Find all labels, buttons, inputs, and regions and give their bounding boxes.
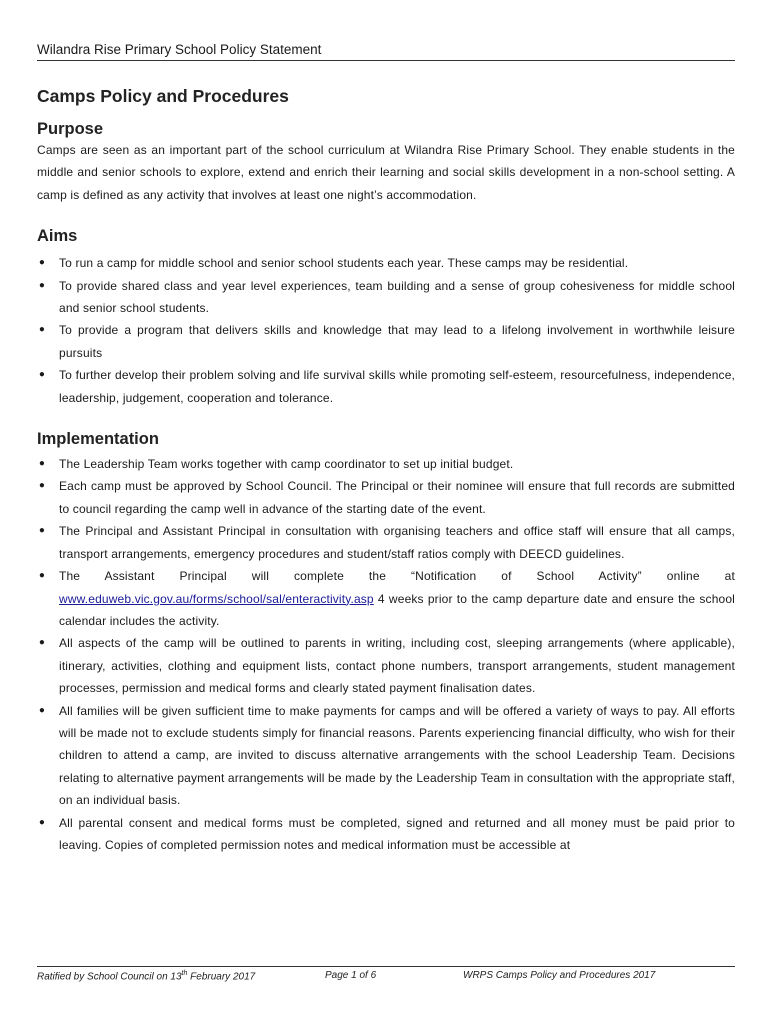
bullet-icon: ●	[38, 525, 46, 537]
document-body	[37, 86, 735, 856]
bullet-icon: ●	[38, 257, 46, 269]
bullet-icon: ●	[38, 458, 46, 470]
list-item: ● To run a camp for middle school and senior school students each year. These camps may be residential.	[37, 252, 735, 274]
list-item: ● To further develop their problem solving and life survival skills while promoting self-esteem, resourcefulness, independence, leadership, judgement, cooperation and tolerance.	[37, 364, 735, 409]
purpose-text: Camps are seen as an important part of the school curriculum at Wilandra Rise Primary School. They enable students in the middle and senior schools to explore, extend and enrich their learning and social skills development in a non-school setting. A camp is defined as any activity that involves at least one night’s accommodation.	[37, 143, 735, 202]
list-item: ● All families will be given sufficient time to make payments for camps and will be offered a variety of ways to pay. All efforts will be made not to exclude students simply for financial reasons. Parents experiencing financial difficulty, who wish for their children to attend a camp, are invited to discuss alternative arrangements with the school Leadership Team. Decisions relating to alternative payment arrangements will be made by the Leadership Team in consultation with the appropriate staff, on an individual basis.	[37, 700, 735, 812]
list-item: ● All aspects of the camp will be outlined to parents in writing, including cost, sleeping arrangements (where applicable), itinerary, activities, clothing and equipment lists, contact phone numbers, transport arrangements, student management processes, permission and medical forms and clearly stated payment finalisation dates.	[37, 632, 735, 699]
implementation-list	[37, 453, 735, 856]
bullet-icon: ●	[38, 369, 46, 381]
page-header	[37, 42, 735, 61]
list-item: ● The Principal and Assistant Principal in consultation with organising teachers and office staff will ensure that all camps, transport arrangements, emergency procedures and student/staff ratios comply with DEECD guidelines.	[37, 520, 735, 565]
bullet-icon: ●	[38, 324, 46, 336]
list-item: ● The Leadership Team works together with camp coordinator to set up initial budget.	[37, 453, 735, 475]
implementation-heading: Implementation	[37, 430, 159, 449]
footer-page-number: Page 1 of 6	[325, 970, 377, 981]
bullet-icon: ●	[38, 570, 46, 582]
bullet-icon: ●	[38, 279, 46, 291]
list-item: ● To provide shared class and year level experiences, team building and a sense of group cohesiveness for middle school and senior school students.	[37, 275, 735, 320]
enteractivity-link[interactable]: www.eduweb.vic.gov.au/forms/school/sal/enteractivity.asp	[59, 591, 374, 606]
purpose-heading: Purpose	[37, 120, 104, 138]
list-item: ● To provide a program that delivers skills and knowledge that may lead to a lifelong involvement in worthwhile leisure pursuits	[37, 319, 735, 364]
bullet-icon: ●	[38, 480, 46, 492]
page-footer	[37, 966, 735, 985]
header-title: Wilandra Rise Primary School Policy Statement	[37, 42, 322, 57]
list-item: ● All parental consent and medical forms must be completed, signed and returned and all money must be paid prior to leaving. Copies of completed permission notes and medical information must be accessible at	[37, 812, 735, 857]
list-item: ● Each camp must be approved by School Council. The Principal or their nominee will ensure that full records are submitted to council regarding the camp well in advance of the starting date of the event.	[37, 475, 735, 520]
document-title: Camps Policy and Procedures	[37, 86, 289, 106]
notification-text-after: 4 weeks prior to the camp departure date and ensure the school calendar includes the activity.	[59, 591, 735, 628]
bullet-icon: ●	[38, 704, 46, 716]
footer-ratified: Ratified by School Council on 13th February 2017	[37, 970, 256, 983]
bullet-icon: ●	[38, 637, 46, 649]
list-item	[37, 565, 735, 632]
bullet-icon: ●	[38, 816, 46, 828]
footer-doc-name: WRPS Camps Policy and Procedures 2017	[463, 970, 656, 981]
notification-text: The Assistant Principal will complete the “Notification of School Activity” online at	[59, 569, 735, 584]
aims-list	[37, 252, 735, 409]
aims-heading: Aims	[37, 227, 78, 246]
